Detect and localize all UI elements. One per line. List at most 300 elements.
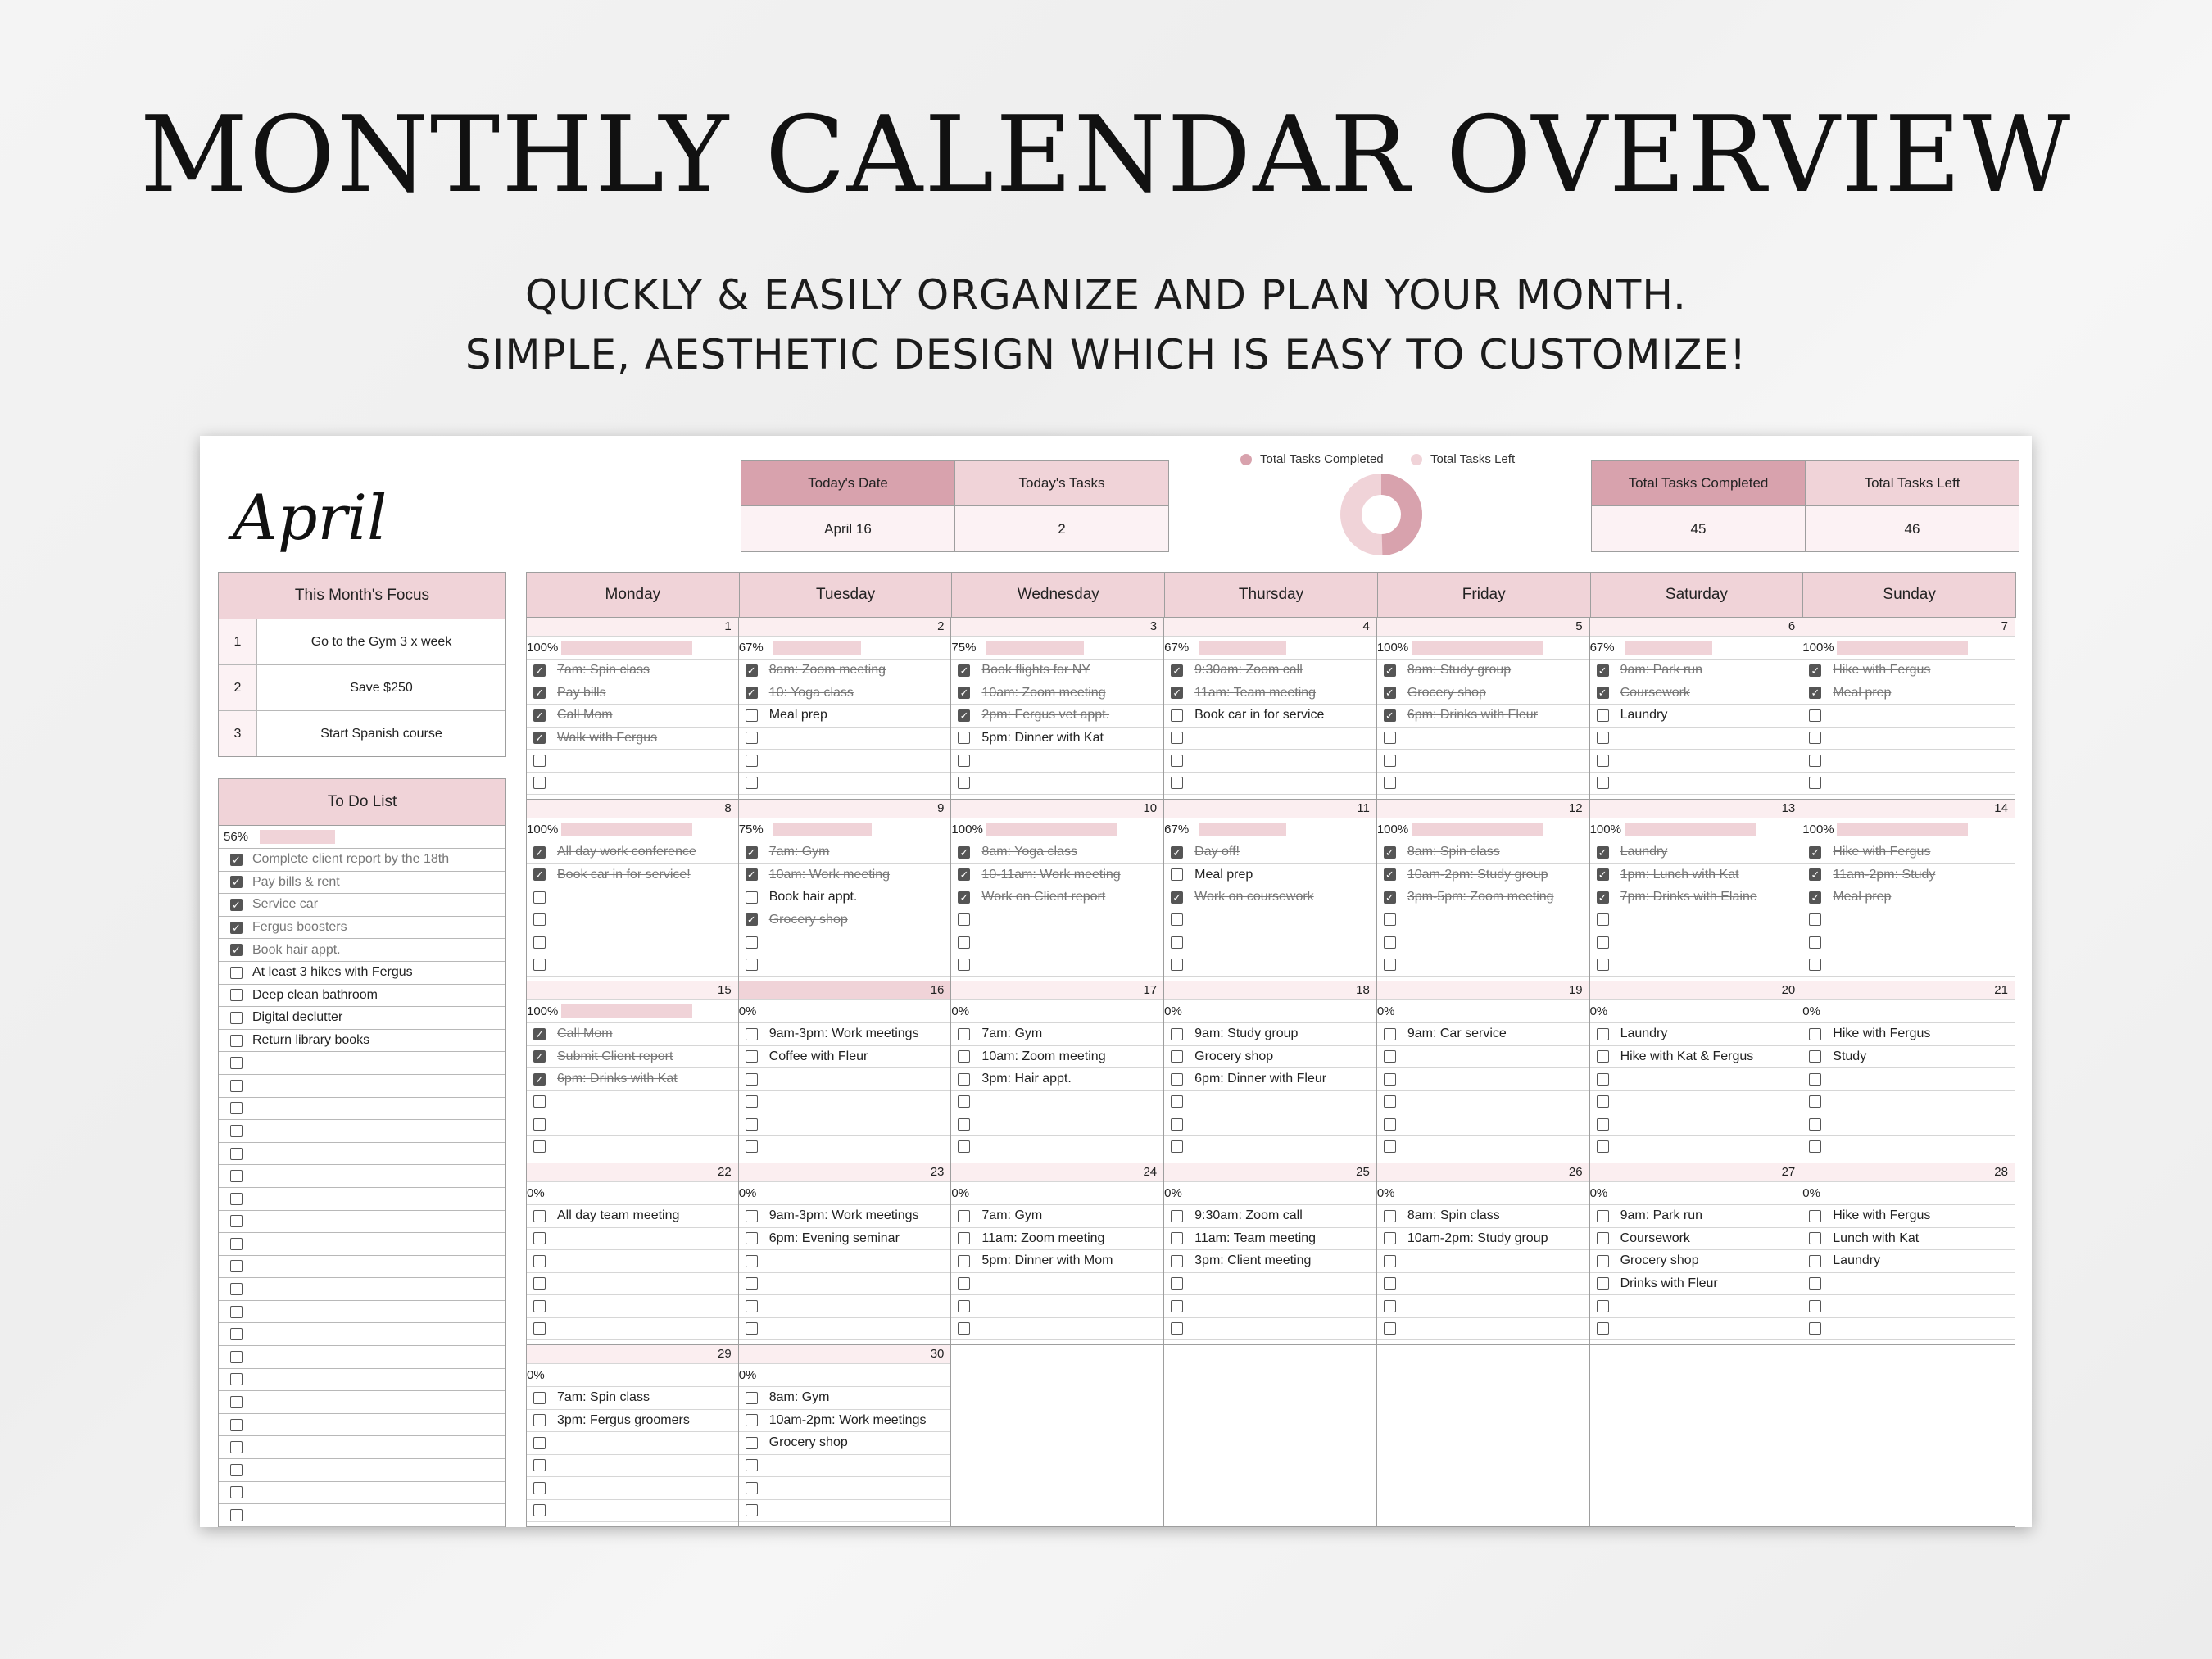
checkbox[interactable] [1597,936,1609,949]
checkbox[interactable] [1597,1255,1609,1267]
task-text[interactable]: Laundry [1620,845,1668,859]
checkbox[interactable] [1171,1210,1183,1222]
checkbox[interactable] [1597,1073,1609,1086]
checkbox[interactable] [746,1073,758,1086]
task-text[interactable]: 5pm: Dinner with Kat [981,730,1104,745]
checkbox[interactable] [958,1255,970,1267]
checkbox[interactable] [958,913,970,926]
checked-checkbox[interactable]: ✓ [1384,868,1396,881]
checkbox[interactable] [746,1414,758,1426]
checkbox[interactable] [1597,1277,1609,1290]
task-text[interactable]: 8am: Zoom meeting [768,663,886,678]
checked-checkbox[interactable]: ✓ [1597,891,1609,904]
checkbox[interactable] [746,1459,758,1471]
checked-checkbox[interactable]: ✓ [746,687,758,699]
checkbox[interactable] [230,1238,243,1250]
checkbox[interactable] [746,1392,758,1404]
checkbox[interactable] [1384,1255,1396,1267]
checkbox[interactable] [1597,709,1609,722]
task-text[interactable]: 10-11am: Work meeting [981,867,1121,882]
checkbox[interactable] [533,1210,546,1222]
checkbox[interactable] [746,732,758,744]
checkbox[interactable] [1384,1140,1396,1153]
checkbox[interactable] [1597,1232,1609,1244]
checkbox[interactable] [746,755,758,767]
checkbox[interactable] [1809,1050,1821,1063]
task-text[interactable]: Grocery shop [768,912,848,927]
checkbox[interactable] [1384,1118,1396,1131]
checkbox[interactable] [746,1095,758,1108]
checked-checkbox[interactable]: ✓ [230,876,243,888]
checkbox[interactable] [1384,1300,1396,1312]
checked-checkbox[interactable]: ✓ [533,1050,546,1063]
checked-checkbox[interactable]: ✓ [1171,891,1183,904]
task-text[interactable]: 8am: Yoga class [981,845,1077,859]
checkbox[interactable] [533,1482,546,1494]
checkbox[interactable] [958,1300,970,1312]
checked-checkbox[interactable]: ✓ [533,709,546,722]
task-text[interactable]: 7am: Spin class [557,1390,650,1405]
task-text[interactable]: 6pm: Drinks with Fleur [1407,708,1538,723]
checkbox[interactable] [1171,936,1183,949]
todo-item-text[interactable]: Complete client report by the 18th [252,852,450,867]
task-text[interactable]: 3pm-5pm: Zoom meeting [1407,890,1554,904]
checkbox[interactable] [1809,709,1821,722]
checkbox[interactable] [1597,1118,1609,1131]
checkbox[interactable] [1597,755,1609,767]
checkbox[interactable] [533,1095,546,1108]
task-text[interactable]: 11am: Team meeting [1194,1231,1317,1245]
checkbox[interactable] [1384,1277,1396,1290]
checkbox[interactable] [1809,913,1821,926]
checked-checkbox[interactable]: ✓ [746,913,758,926]
checkbox[interactable] [1809,936,1821,949]
checkbox[interactable] [230,1193,243,1205]
checked-checkbox[interactable]: ✓ [746,846,758,859]
task-text[interactable]: Meal prep [768,708,827,723]
task-text[interactable]: 10am: Work meeting [768,867,891,882]
todo-item-text[interactable]: Book hair appt. [252,942,341,957]
checkbox[interactable] [1171,1095,1183,1108]
checkbox[interactable] [533,1504,546,1516]
task-text[interactable]: Hike with Fergus [1833,845,1931,859]
checkbox[interactable] [1809,1028,1821,1040]
checkbox[interactable] [1171,1140,1183,1153]
checkbox[interactable] [1597,1322,1609,1335]
task-text[interactable]: 8am: Gym [768,1390,830,1405]
todo-item-text[interactable]: Digital declutter [252,1010,343,1025]
checkbox[interactable] [1809,755,1821,767]
checkbox[interactable] [1171,868,1183,881]
checkbox[interactable] [230,1215,243,1227]
checkbox[interactable] [1809,1300,1821,1312]
checkbox[interactable] [1171,1073,1183,1086]
task-text[interactable]: 10am: Zoom meeting [981,685,1106,700]
task-text[interactable]: 8am: Spin class [1407,845,1500,859]
checked-checkbox[interactable]: ✓ [533,664,546,677]
task-text[interactable]: 3pm: Hair appt. [981,1072,1072,1086]
checked-checkbox[interactable]: ✓ [1171,664,1183,677]
checkbox[interactable] [1809,1322,1821,1335]
checkbox[interactable] [746,1255,758,1267]
checkbox[interactable] [958,755,970,767]
checkbox[interactable] [746,1437,758,1449]
checkbox[interactable] [533,1392,546,1404]
checkbox[interactable] [746,1300,758,1312]
checkbox[interactable] [1384,1050,1396,1063]
checkbox[interactable] [1809,1232,1821,1244]
checkbox[interactable] [1171,1050,1183,1063]
checkbox[interactable] [230,1148,243,1160]
task-text[interactable]: 11am: Team meeting [1194,685,1317,700]
checkbox[interactable] [746,1140,758,1153]
checked-checkbox[interactable]: ✓ [1597,687,1609,699]
task-text[interactable]: 5pm: Dinner with Mom [981,1253,1113,1268]
checkbox[interactable] [1171,709,1183,722]
task-text[interactable]: Hike with Fergus [1833,1208,1931,1223]
task-text[interactable]: Coursework [1620,1231,1690,1245]
checked-checkbox[interactable]: ✓ [1809,687,1821,699]
checkbox[interactable] [533,1232,546,1244]
task-text[interactable]: 10am-2pm: Work meetings [768,1412,927,1427]
task-text[interactable]: 9am: Park run [1620,663,1703,678]
checkbox[interactable] [1171,959,1183,971]
checked-checkbox[interactable]: ✓ [533,868,546,881]
checkbox[interactable] [1171,1028,1183,1040]
checked-checkbox[interactable]: ✓ [958,868,970,881]
checkbox[interactable] [958,1232,970,1244]
checkbox[interactable] [1597,1210,1609,1222]
task-text[interactable]: 10: Yoga class [768,685,854,700]
task-text[interactable]: Work on Client report [981,890,1106,904]
checkbox[interactable] [230,1328,243,1340]
task-text[interactable]: 10am-2pm: Study group [1407,1231,1548,1245]
task-text[interactable]: 9am: Study group [1194,1027,1299,1041]
checkbox[interactable] [533,1255,546,1267]
task-text[interactable]: 6pm: Dinner with Fleur [1194,1072,1327,1086]
checkbox[interactable] [230,1012,243,1024]
checkbox[interactable] [533,1140,546,1153]
checkbox[interactable] [230,1351,243,1363]
task-text[interactable]: All day team meeting [557,1208,680,1223]
task-text[interactable]: 7am: Spin class [557,663,650,678]
checkbox[interactable] [958,1140,970,1153]
todo-item-text[interactable]: At least 3 hikes with Fergus [252,965,413,980]
checkbox[interactable] [1597,959,1609,971]
checkbox[interactable] [1171,755,1183,767]
checked-checkbox[interactable]: ✓ [1384,687,1396,699]
task-text[interactable]: Walk with Fergus [557,730,658,745]
checkbox[interactable] [746,936,758,949]
checkbox[interactable] [1809,1073,1821,1086]
task-text[interactable]: 7am: Gym [981,1208,1043,1223]
checkbox[interactable] [1809,1118,1821,1131]
checkbox[interactable] [533,1118,546,1131]
checkbox[interactable] [1384,1095,1396,1108]
todo-item-text[interactable]: Deep clean bathroom [252,987,378,1002]
checkbox[interactable] [746,1028,758,1040]
checkbox[interactable] [958,1210,970,1222]
checkbox[interactable] [958,959,970,971]
todo-item-text[interactable]: Pay bills & rent [252,874,340,889]
checkbox[interactable] [533,913,546,926]
task-text[interactable]: Book flights for NY [981,663,1090,678]
task-text[interactable]: Book hair appt. [768,890,858,904]
checkbox[interactable] [1384,913,1396,926]
checkbox[interactable] [1384,1210,1396,1222]
checkbox[interactable] [533,777,546,789]
task-text[interactable]: 3pm: Fergus groomers [557,1412,690,1427]
checkbox[interactable] [746,1050,758,1063]
task-text[interactable]: Call Mom [557,1027,613,1041]
checkbox[interactable] [1809,1210,1821,1222]
todays-tasks-value[interactable]: 2 [954,505,1169,552]
checkbox[interactable] [746,959,758,971]
checkbox[interactable] [533,1459,546,1471]
checkbox[interactable] [230,1419,243,1431]
checkbox[interactable] [230,1441,243,1453]
task-text[interactable]: 6pm: Evening seminar [768,1231,900,1245]
checkbox[interactable] [1597,1300,1609,1312]
task-text[interactable]: 8am: Study group [1407,663,1512,678]
checkbox[interactable] [958,777,970,789]
checkbox[interactable] [746,777,758,789]
checked-checkbox[interactable]: ✓ [230,854,243,866]
checked-checkbox[interactable]: ✓ [1384,664,1396,677]
checked-checkbox[interactable]: ✓ [1809,846,1821,859]
todo-item-text[interactable]: Return library books [252,1033,370,1048]
checkbox[interactable] [533,959,546,971]
checkbox[interactable] [533,1300,546,1312]
checked-checkbox[interactable]: ✓ [230,922,243,934]
task-text[interactable]: Grocery shop [1194,1049,1274,1063]
checkbox[interactable] [1384,1073,1396,1086]
task-text[interactable]: Coffee with Fleur [768,1049,868,1063]
checkbox[interactable] [958,1095,970,1108]
task-text[interactable]: Book car in for service [1194,708,1325,723]
checkbox[interactable] [230,1125,243,1137]
checkbox[interactable] [1809,1140,1821,1153]
task-text[interactable]: Grocery shop [1407,685,1486,700]
task-text[interactable]: Day off! [1194,845,1240,859]
task-text[interactable]: 3pm: Client meeting [1194,1253,1312,1268]
checkbox[interactable] [230,1057,243,1069]
checkbox[interactable] [230,1035,243,1047]
task-text[interactable]: 9am: Park run [1620,1208,1703,1223]
checkbox[interactable] [230,1283,243,1295]
checkbox[interactable] [533,1437,546,1449]
checkbox[interactable] [230,1080,243,1092]
checkbox[interactable] [746,1482,758,1494]
checkbox[interactable] [746,1322,758,1335]
checkbox[interactable] [958,1028,970,1040]
task-text[interactable]: Call Mom [557,708,613,723]
checkbox[interactable] [1597,913,1609,926]
checkbox[interactable] [1384,777,1396,789]
todo-item-text[interactable]: Service car [252,897,319,912]
checked-checkbox[interactable]: ✓ [1809,664,1821,677]
checkbox[interactable] [230,1486,243,1498]
checked-checkbox[interactable]: ✓ [958,891,970,904]
checkbox[interactable] [1597,1140,1609,1153]
checked-checkbox[interactable]: ✓ [958,846,970,859]
checked-checkbox[interactable]: ✓ [1171,846,1183,859]
checkbox[interactable] [958,936,970,949]
total-left-value[interactable]: 46 [1805,505,2019,552]
task-text[interactable]: Study [1833,1049,1867,1063]
task-text[interactable]: 9am-3pm: Work meetings [768,1208,919,1223]
checkbox[interactable] [533,755,546,767]
task-text[interactable]: Lunch with Kat [1833,1231,1920,1245]
checked-checkbox[interactable]: ✓ [1171,687,1183,699]
task-text[interactable]: Hike with Kat & Fergus [1620,1049,1754,1063]
task-text[interactable]: All day work conference [557,845,696,859]
checked-checkbox[interactable]: ✓ [533,687,546,699]
checkbox[interactable] [958,1073,970,1086]
task-text[interactable]: 8am: Spin class [1407,1208,1500,1223]
checkbox[interactable] [533,1277,546,1290]
checkbox[interactable] [230,1260,243,1272]
focus-text[interactable]: Start Spanish course [320,726,442,741]
checkbox[interactable] [746,1210,758,1222]
todays-date-value[interactable]: April 16 [741,505,955,552]
checked-checkbox[interactable]: ✓ [746,664,758,677]
checkbox[interactable] [1171,777,1183,789]
checked-checkbox[interactable]: ✓ [746,868,758,881]
checkbox[interactable] [1809,777,1821,789]
task-text[interactable]: Submit Client report [557,1049,673,1063]
checked-checkbox[interactable]: ✓ [1384,846,1396,859]
task-text[interactable]: 11am: Zoom meeting [981,1231,1105,1245]
checkbox[interactable] [746,1504,758,1516]
checkbox[interactable] [230,1396,243,1408]
task-text[interactable]: Meal prep [1194,867,1253,882]
checkbox[interactable] [1171,1322,1183,1335]
checkbox[interactable] [1171,913,1183,926]
checkbox[interactable] [958,1277,970,1290]
checkbox[interactable] [1384,732,1396,744]
task-text[interactable]: Coursework [1620,685,1690,700]
task-text[interactable]: 7am: Gym [768,845,830,859]
checkbox[interactable] [230,1306,243,1318]
todo-item-text[interactable]: Fergus boosters [252,920,347,935]
checked-checkbox[interactable]: ✓ [1384,891,1396,904]
task-text[interactable]: Grocery shop [768,1435,848,1450]
task-text[interactable]: 9am-3pm: Work meetings [768,1027,919,1041]
task-text[interactable]: Meal prep [1833,890,1892,904]
checkbox[interactable] [958,1118,970,1131]
checkbox[interactable] [746,1232,758,1244]
task-text[interactable]: Laundry [1620,708,1668,723]
task-text[interactable]: 1pm: Lunch with Kat [1620,867,1739,882]
task-text[interactable]: 9am: Car service [1407,1027,1507,1041]
task-text[interactable]: Meal prep [1833,685,1892,700]
checkbox[interactable] [533,1322,546,1335]
checked-checkbox[interactable]: ✓ [230,944,243,956]
checked-checkbox[interactable]: ✓ [1597,868,1609,881]
checked-checkbox[interactable]: ✓ [1809,891,1821,904]
checkbox[interactable] [1171,732,1183,744]
checked-checkbox[interactable]: ✓ [533,846,546,859]
checkbox[interactable] [1597,1050,1609,1063]
checkbox[interactable] [1171,1232,1183,1244]
checked-checkbox[interactable]: ✓ [230,899,243,911]
checkbox[interactable] [1384,936,1396,949]
task-text[interactable]: 11am-2pm: Study [1833,867,1936,882]
checkbox[interactable] [1384,1322,1396,1335]
checkbox[interactable] [958,1050,970,1063]
checkbox[interactable] [533,936,546,949]
checkbox[interactable] [958,732,970,744]
checkbox[interactable] [1384,755,1396,767]
checked-checkbox[interactable]: ✓ [1384,709,1396,722]
total-completed-value[interactable]: 45 [1591,505,1806,552]
task-text[interactable]: 10am: Zoom meeting [981,1049,1106,1063]
checkbox[interactable] [1384,959,1396,971]
checkbox[interactable] [230,1373,243,1385]
checked-checkbox[interactable]: ✓ [958,664,970,677]
checkbox[interactable] [746,1118,758,1131]
checkbox[interactable] [1597,732,1609,744]
checkbox[interactable] [230,1464,243,1476]
checkbox[interactable] [533,1414,546,1426]
task-text[interactable]: Hike with Fergus [1833,663,1931,678]
checkbox[interactable] [746,891,758,904]
checked-checkbox[interactable]: ✓ [533,1028,546,1040]
task-text[interactable]: Pay bills [557,685,606,700]
checkbox[interactable] [1171,1277,1183,1290]
checked-checkbox[interactable]: ✓ [1809,868,1821,881]
checkbox[interactable] [230,1170,243,1182]
task-text[interactable]: Work on coursework [1194,890,1314,904]
task-text[interactable]: Book car in for service! [557,867,691,882]
checkbox[interactable] [1171,1300,1183,1312]
checkbox[interactable] [1597,777,1609,789]
checkbox[interactable] [230,967,243,979]
task-text[interactable]: 9:30am: Zoom call [1194,663,1303,678]
task-text[interactable]: 10am-2pm: Study group [1407,867,1548,882]
checkbox[interactable] [230,989,243,1001]
focus-text[interactable]: Save $250 [350,680,413,695]
task-text[interactable]: Drinks with Fleur [1620,1276,1718,1290]
checkbox[interactable] [958,1322,970,1335]
checked-checkbox[interactable]: ✓ [958,687,970,699]
task-text[interactable]: 7am: Gym [981,1027,1043,1041]
checked-checkbox[interactable]: ✓ [533,1073,546,1086]
checkbox[interactable] [1597,1095,1609,1108]
task-text[interactable]: 2pm: Fergus vet appt. [981,708,1110,723]
checkbox[interactable] [533,891,546,904]
checked-checkbox[interactable]: ✓ [1597,664,1609,677]
checkbox[interactable] [746,1277,758,1290]
focus-text[interactable]: Go to the Gym 3 x week [310,634,452,649]
task-text[interactable]: Laundry [1833,1253,1881,1268]
checkbox[interactable] [1809,732,1821,744]
checkbox[interactable] [1171,1118,1183,1131]
checked-checkbox[interactable]: ✓ [533,732,546,744]
checkbox[interactable] [1809,959,1821,971]
checkbox[interactable] [1809,1255,1821,1267]
checkbox[interactable] [1384,1028,1396,1040]
checkbox[interactable] [230,1102,243,1114]
task-text[interactable]: Laundry [1620,1027,1668,1041]
checked-checkbox[interactable]: ✓ [958,709,970,722]
checkbox[interactable] [1809,1277,1821,1290]
task-text[interactable]: 9:30am: Zoom call [1194,1208,1303,1223]
checkbox[interactable] [746,709,758,722]
task-text[interactable]: 6pm: Drinks with Kat [557,1072,678,1086]
task-text[interactable]: Hike with Fergus [1833,1027,1931,1041]
